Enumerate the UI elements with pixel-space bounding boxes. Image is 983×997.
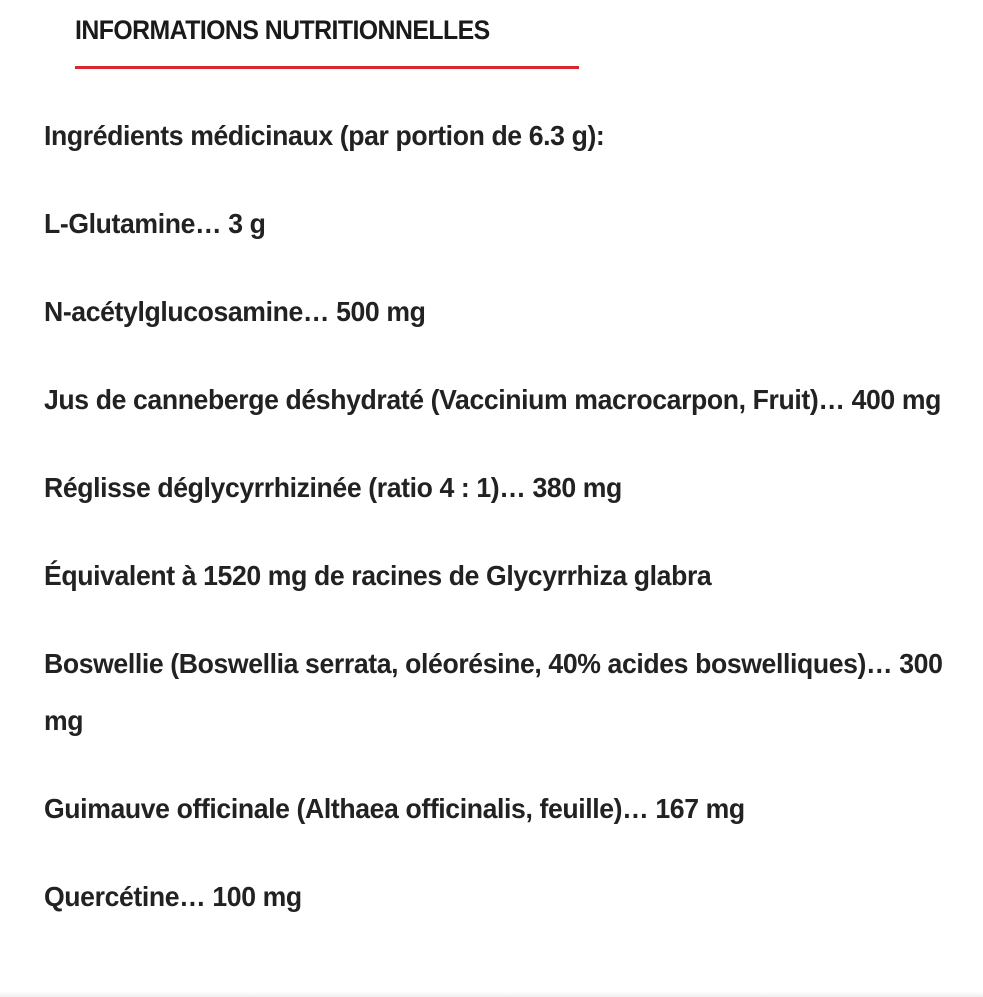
- ingredient-boswellia: Boswellie (Boswellia serrata, oléorésine, 40% acides boswelliques)… 300 mg: [44, 648, 943, 736]
- ingredient-quercetin: Quercétine… 100 mg: [44, 881, 302, 912]
- nutrition-info-content: [44, 107, 954, 956]
- ingredient-licorice: Réglisse déglycyrrhizinée (ratio 4 : 1)… 380 mg: [44, 472, 622, 503]
- ingredients-intro: Ingrédients médicinaux (par portion de 6.3 g):: [44, 120, 605, 151]
- section-title: INFORMATIONS NUTRITIONNELLES: [75, 15, 490, 45]
- ingredient-n-acetylglucosamine: N-acétylglucosamine… 500 mg: [44, 296, 426, 327]
- nutrition-tab-header[interactable]: [75, 12, 579, 69]
- ingredient-licorice-equivalent: Équivalent à 1520 mg de racines de Glycyrrhiza glabra: [44, 560, 712, 591]
- ingredient-l-glutamine: L-Glutamine… 3 g: [44, 208, 266, 239]
- ingredient-marshmallow: Guimauve officinale (Althaea officinalis, feuille)… 167 mg: [44, 793, 745, 824]
- ingredient-cranberry-juice: Jus de canneberge déshydraté (Vaccinium macrocarpon, Fruit)… 400 mg: [44, 384, 941, 415]
- scroll-fade: [0, 991, 983, 997]
